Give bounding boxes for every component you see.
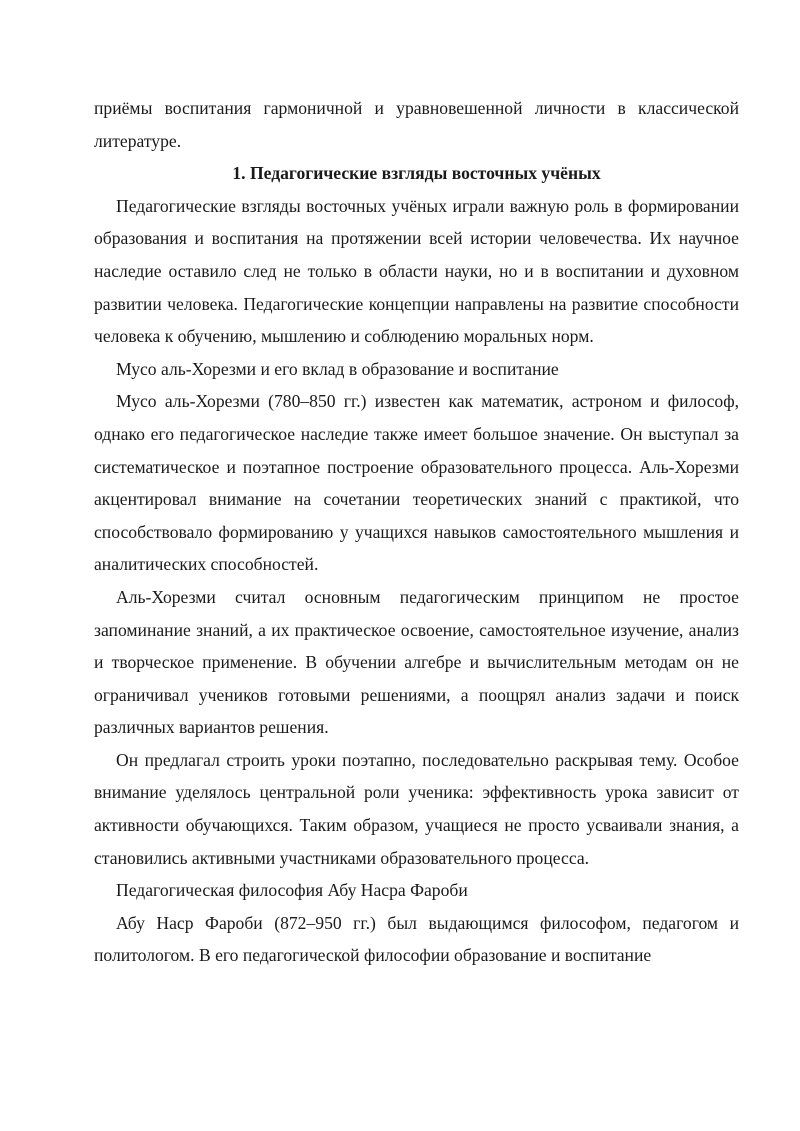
section-heading: 1. Педагогические взгляды восточных учёных bbox=[232, 163, 601, 184]
paragraph-al-khwarizmi-intro: Мусо аль-Хорезми (780–850 гг.) известен как математик, астроном и философ, однако его педагогическое наследие также имеет большое значение. Он выступал за систематическое и поэтапное построение образовательного процесса. Аль-Хорезми акцентировал внимание на сочетании теоретических знаний с практикой, что способствовало формированию у учащихся навыков самостоятельного мышления и аналитических способностей. bbox=[94, 391, 739, 575]
paragraph-eastern-scholars: Педагогические взгляды восточных учёных играли важную роль в формировании образования и воспитания на протяжении всей истории человечества. Их научное наследие оставило след не только в области науки, но и в воспитании и духовном развитии человека. Педагогические концепции направлены на развитие способности человека к обучению, мышлению и соблюдению моральных норм. bbox=[94, 195, 739, 347]
paragraph-al-khwarizmi-lessons: Он предлагал строить уроки поэтапно, последовательно раскрывая тему. Особое внимание уделялось центральной роли ученика: эффективность урока зависит от активности обучающихся. Таким образом, учащиеся не просто усваивали знания, а становились активными участниками образовательного процесса. bbox=[94, 749, 739, 868]
document-page bbox=[94, 92, 739, 972]
subheading-al-khwarizmi: Мусо аль-Хорезми и его вклад в образование и воспитание bbox=[116, 358, 559, 379]
paragraph-farabi-intro: Абу Наср Фароби (872–950 гг.) был выдающимся философом, педагогом и политологом. В его педагогической философии образование и воспитание bbox=[94, 912, 739, 966]
subheading-farabi: Педагогическая философия Абу Насра Фароби bbox=[116, 880, 468, 901]
paragraph-al-khwarizmi-principle: Аль-Хорезми считал основным педагогическим принципом не простое запоминание знаний, а их практическое освоение, самостоятельное изучение, анализ и творческое применение. В обучении алгебре и вычислительным методам он не ограничивал учеников готовыми решениями, а поощрял анализ задачи и поиск различных вариантов решения. bbox=[94, 586, 739, 738]
intro-continuation-paragraph: приёмы воспитания гармоничной и уравновешенной личности в классической литературе. bbox=[94, 98, 739, 151]
